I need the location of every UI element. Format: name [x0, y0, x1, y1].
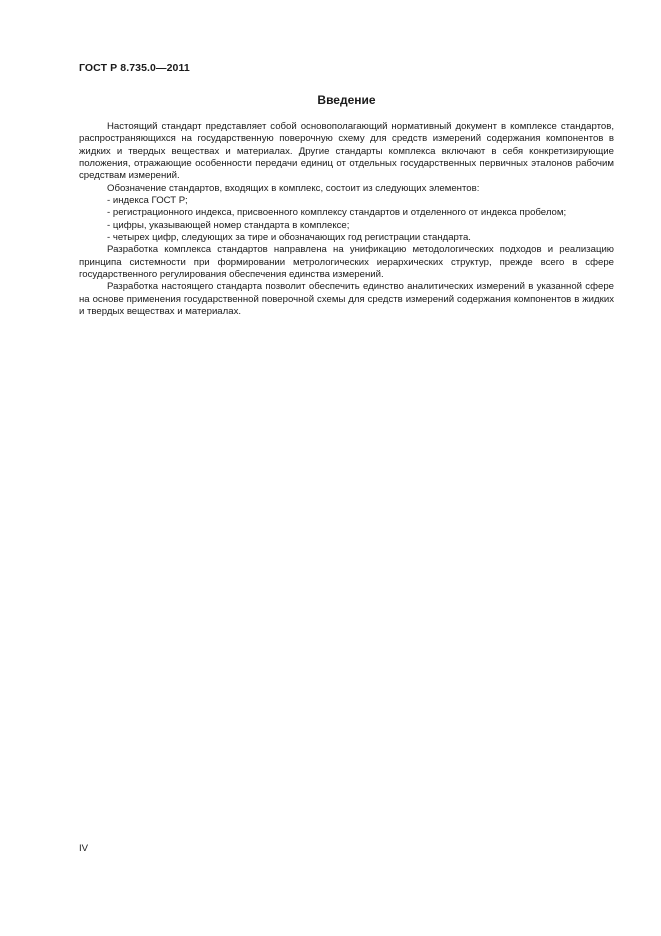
list-item-standard-number: - цифры, указывающей номер стандарта в комплексе; — [107, 219, 350, 231]
list-item-year: - четырех цифр, следующих за тире и обозначающих год регистрации стандарта. — [107, 232, 471, 244]
document-code: ГОСТ Р 8.735.0—2011 — [79, 62, 190, 74]
body-text — [79, 121, 614, 319]
list-item-index: - индекса ГОСТ Р; — [107, 195, 188, 207]
list-item-registration-index: - регистрационного индекса, присвоенного комплексу стандартов и отделенного от индекса пробелом; — [107, 207, 567, 219]
paragraph-development-standard: Разработка настоящего стандарта позволит обеспечить единство аналитических измерений в указанной сфере на основе применения государственной поверочной схемы для средств измерений содержания компонентов в жидких и твердых веществах и материалах. — [79, 281, 614, 318]
paragraph-designation: Обозначение стандартов, входящих в комплекс, состоит из следующих элементов: — [107, 182, 480, 194]
page-number: IV — [79, 843, 89, 854]
paragraph-development-complex: Разработка комплекса стандартов направлена на унификацию методологических подходов и реализацию принципа системности при формировании метрологических иерархических структур, прежде всего в сфере государственного регулирования обеспечения единства измерений. — [79, 244, 614, 281]
section-title: Введение — [317, 93, 376, 107]
paragraph-intro: Настоящий стандарт представляет собой основополагающий нормативный документ в комплексе стандартов, распространяющихся на государственную поверочную схему для средств измерений содержания компонентов в жидких и твердых веществах и материалах. Другие стандарты комплекса включают в себя конкретизирующие положения, отражающие особенности передачи единиц от отдельных государственных первичных эталонов рабочим средствам измерений. — [79, 121, 614, 182]
